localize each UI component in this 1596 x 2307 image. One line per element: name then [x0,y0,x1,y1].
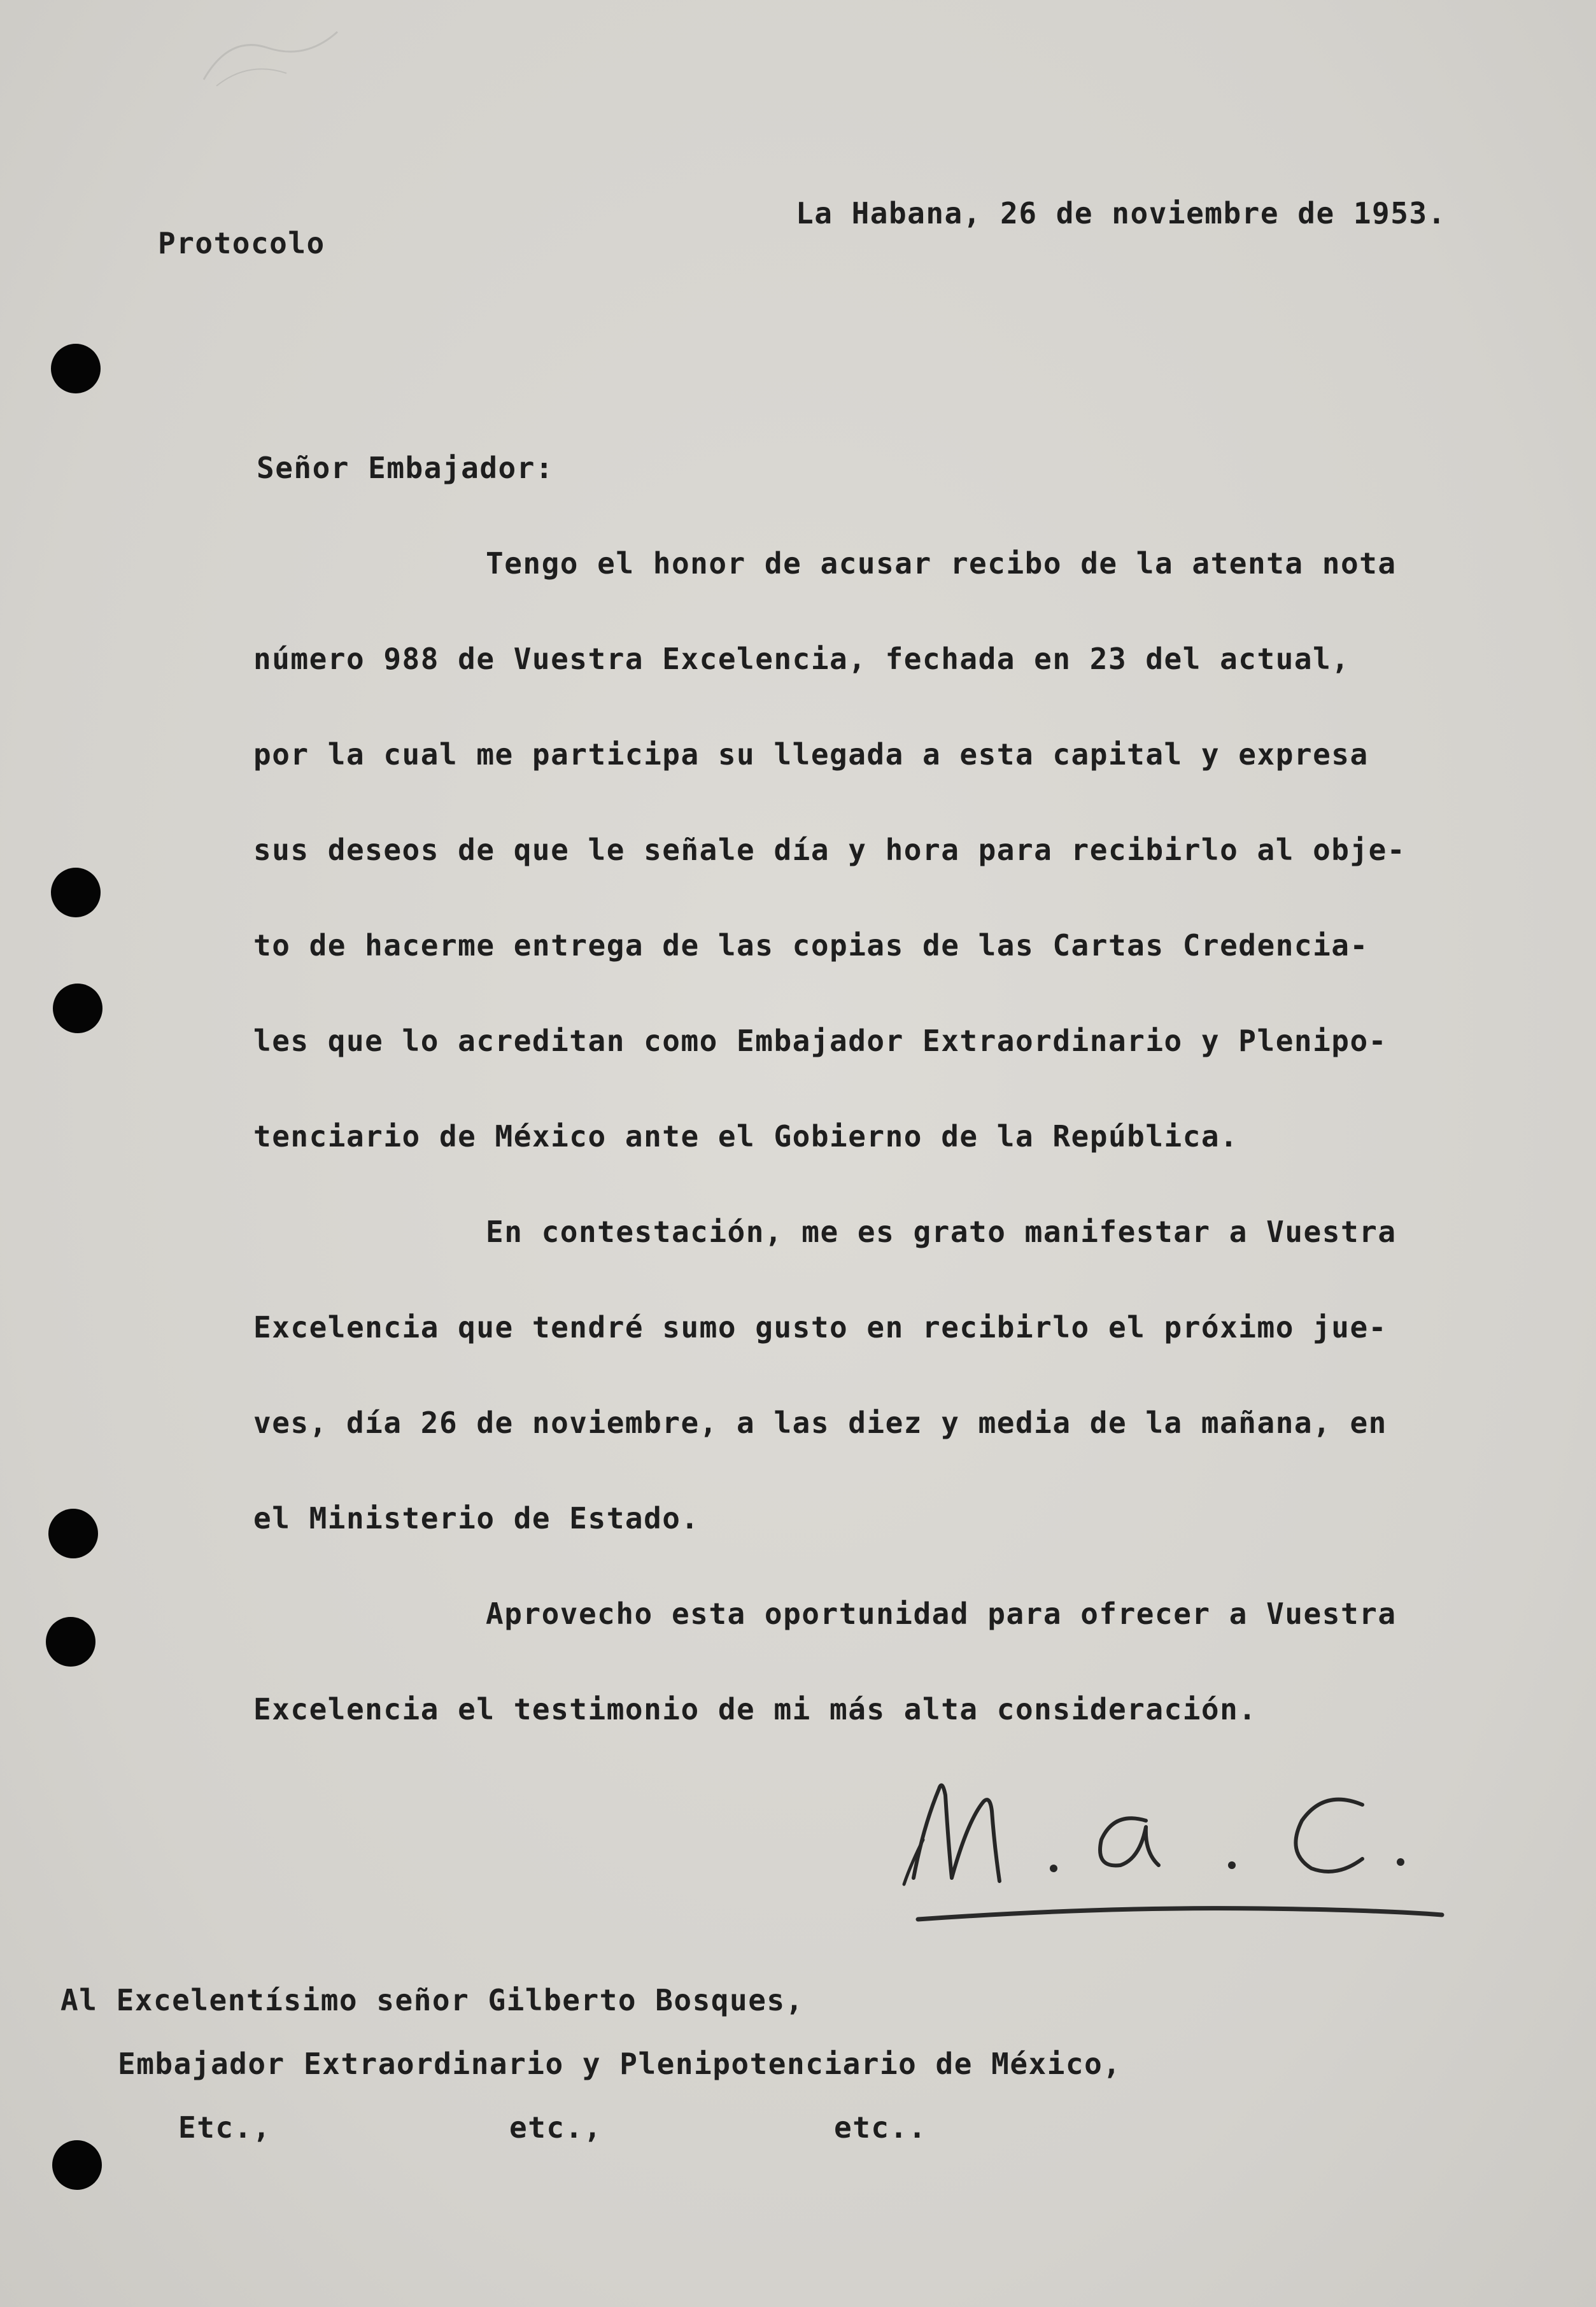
body-line: sus deseos de que le señale día y hora para recibirlo al obje- [253,833,1406,867]
body-line: Aprovecho esta oportunidad para ofrecer a Vuestra [486,1597,1397,1631]
department-label: Protocolo [158,226,325,260]
body-line: por la cual me participa su llegada a esta capital y expresa [253,737,1369,772]
body-line: En contestación, me es grato manifestar a Vuestra [486,1215,1397,1249]
punch-hole [46,1617,95,1667]
addressee-etc-1: Etc., [178,2110,271,2145]
punch-hole [48,1509,98,1558]
body-line: Excelencia el testimonio de mi más alta consideración. [253,1692,1257,1726]
body-line: Excelencia que tendré sumo gusto en recibirlo el próximo jue- [253,1310,1387,1344]
addressee-line-2: Embajador Extraordinario y Plenipotenciario de México, [118,2047,1122,2081]
handwritten-initials-signature [879,1751,1451,1942]
addressee-etc-2: etc., [509,2110,602,2145]
body-line: Tengo el honor de acusar recibo de la atenta nota [486,546,1397,581]
addressee-line-1: Al Excelentísimo señor Gilberto Bosques, [60,1983,804,2017]
body-line: to de hacerme entrega de las copias de las Cartas Credencia- [253,928,1369,963]
faint-stamp-mark [191,22,350,99]
body-line: ves, día 26 de noviembre, a las diez y media de la mañana, en [253,1406,1387,1440]
place-date: La Habana, 26 de noviembre de 1953. [796,196,1446,230]
punch-hole [51,344,101,393]
salutation: Señor Embajador: [257,451,554,485]
punch-hole [52,2140,102,2190]
body-line: número 988 de Vuestra Excelencia, fechada en 23 del actual, [253,642,1350,676]
addressee-etc-3: etc.. [834,2110,927,2145]
body-line: el Ministerio de Estado. [253,1501,700,1535]
body-line: les que lo acreditan como Embajador Extraordinario y Plenipo- [253,1024,1387,1058]
punch-hole [53,984,102,1033]
punch-hole [51,868,101,917]
body-line: tenciario de México ante el Gobierno de la República. [253,1119,1239,1154]
